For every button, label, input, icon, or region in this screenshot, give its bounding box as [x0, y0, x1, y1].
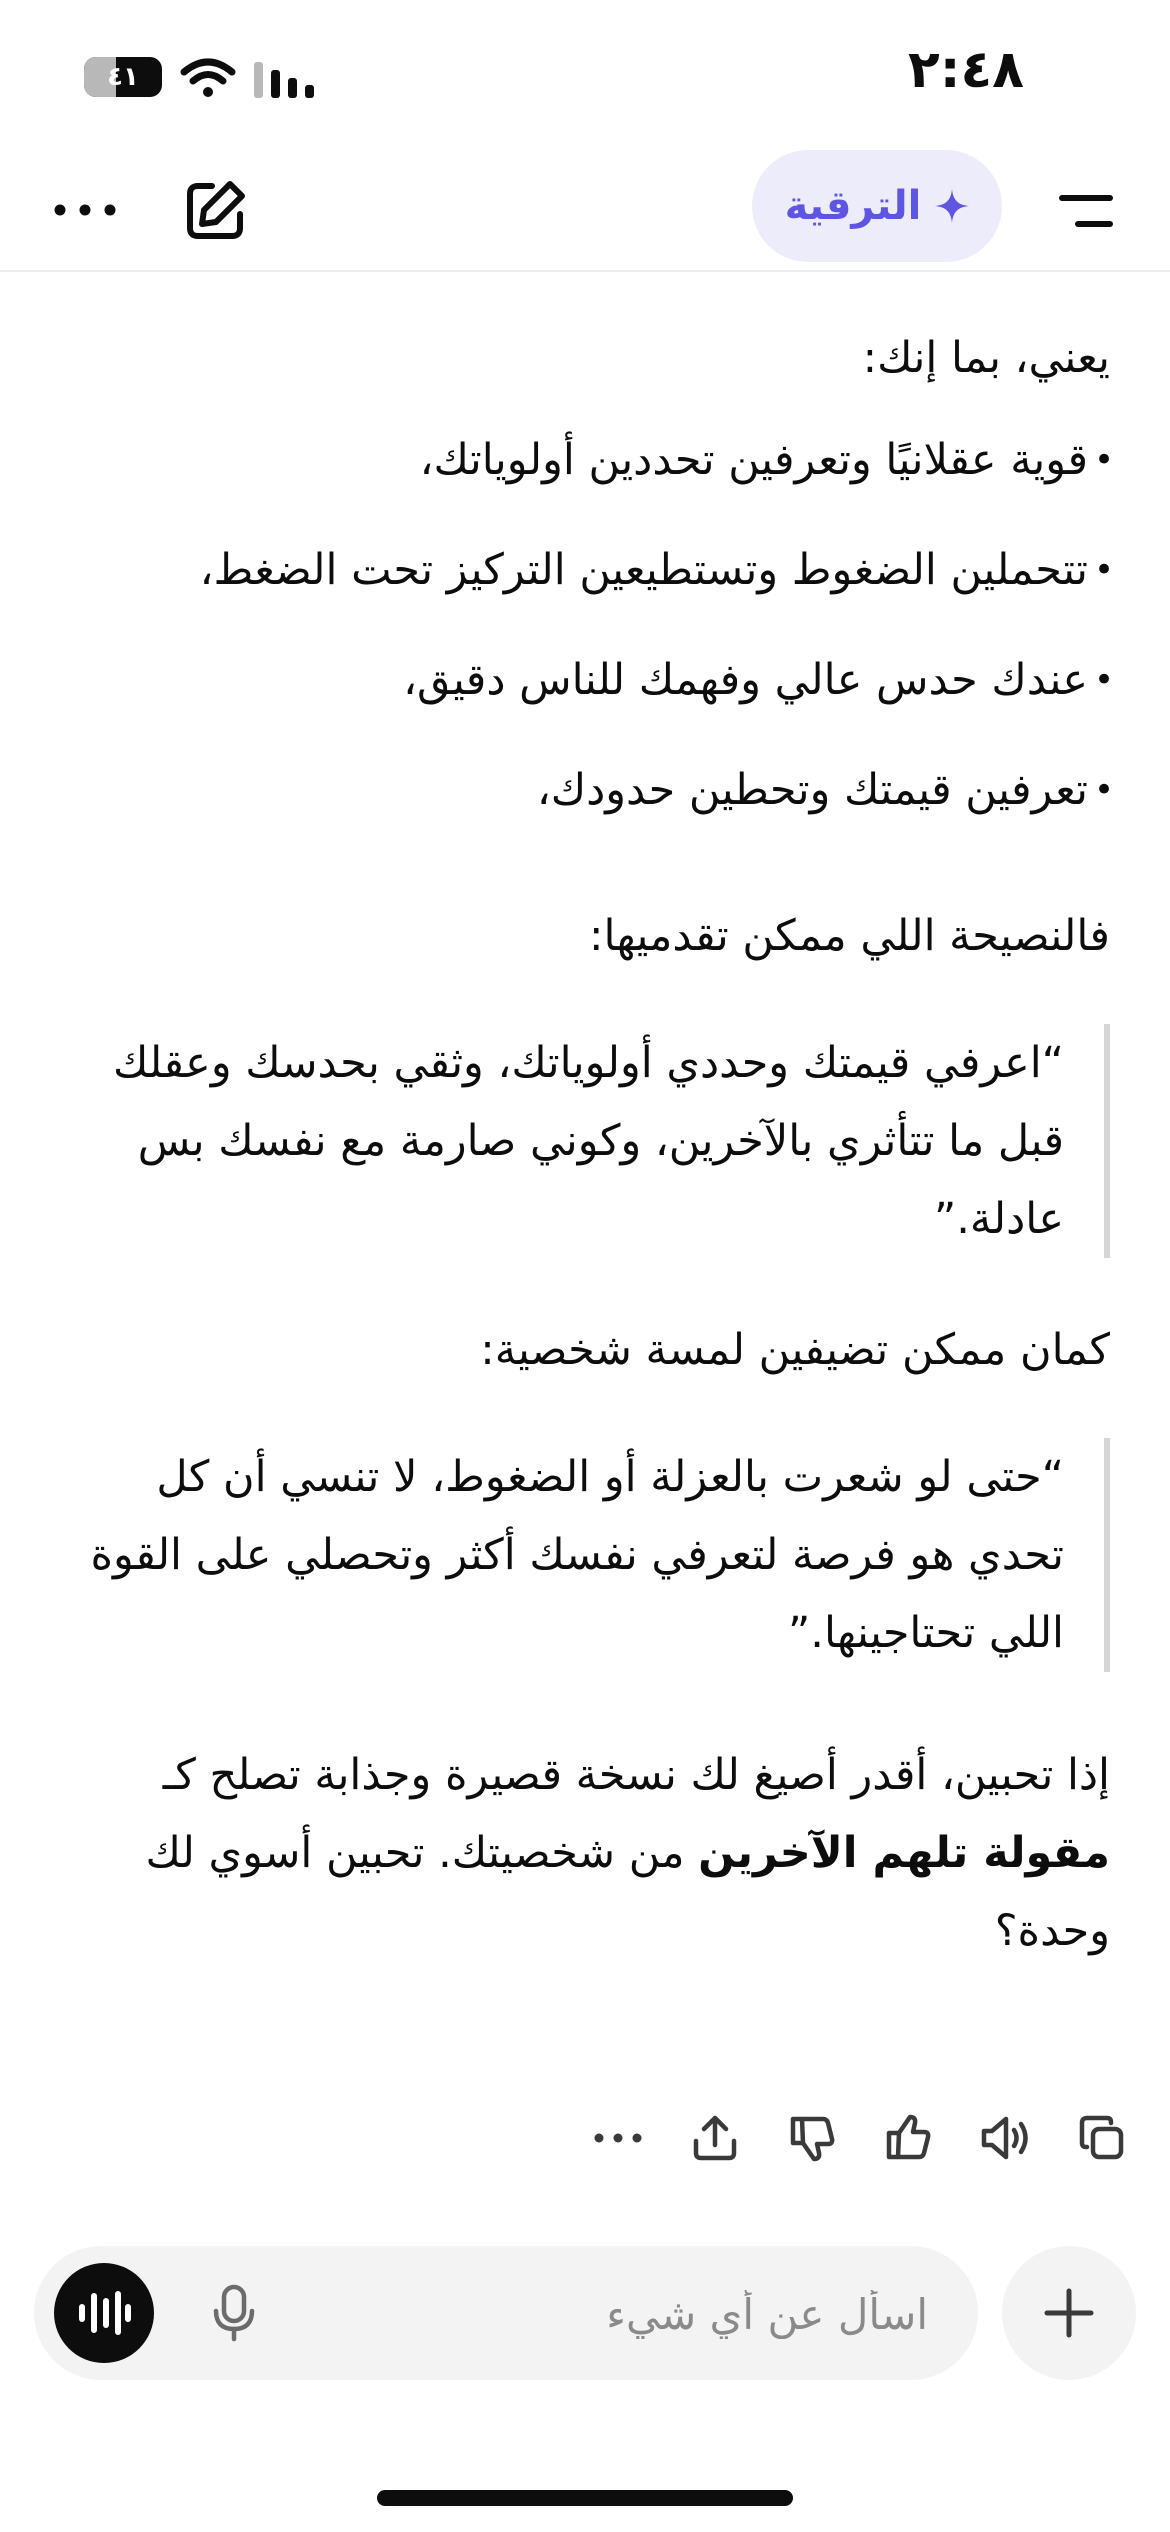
plus-icon	[1042, 2286, 1096, 2340]
list-item: • قوية عقلانيًا وتعرفين تحددين أولوياتك،	[84, 432, 1110, 488]
traits-list	[84, 432, 1110, 818]
read-aloud-button[interactable]	[977, 2110, 1033, 2166]
attach-button[interactable]	[1002, 2246, 1136, 2380]
cellular-signal-icon	[254, 58, 318, 98]
wifi-icon	[180, 58, 236, 98]
speaker-icon	[978, 2113, 1032, 2163]
sidebar-menu-button[interactable]	[1054, 190, 1114, 232]
thumbs-up-icon	[883, 2113, 933, 2163]
dictation-button[interactable]	[204, 2283, 264, 2343]
quote-block: “اعرفي قيمتك وحددي أولوياتك، وثقي بحدسك وعقلك قبل ما تتأثري بالآخرين، وكوني صارمة مع نفسك بس عادلة.”	[84, 1024, 1110, 1258]
closing-text-start: إذا تحبين، أقدر أصيغ لك نسخة قصيرة وجذابة تصلح كـ	[162, 1750, 1110, 1800]
more-options-button[interactable]	[50, 190, 120, 230]
battery-icon	[84, 57, 162, 97]
more-horizontal-icon	[50, 190, 120, 230]
app-header	[0, 150, 1170, 272]
more-horizontal-icon	[593, 2131, 643, 2145]
assistant-message	[84, 330, 1110, 1970]
list-item: • تعرفين قيمتك وتحطين حدودك،	[84, 762, 1110, 818]
advice-intro: فالنصيحة اللي ممكن تقدميها:	[588, 911, 1110, 961]
copy-icon	[1077, 2113, 1127, 2163]
edit-icon	[180, 176, 250, 246]
upgrade-label: الترقية	[784, 183, 922, 229]
battery-label: ٤١	[107, 62, 139, 92]
composer-bar	[34, 2246, 978, 2380]
microphone-icon	[204, 2283, 264, 2343]
list-item: • عندك حدس عالي وفهمك للناس دقيق،	[84, 652, 1110, 708]
like-button[interactable]	[880, 2110, 936, 2166]
dislike-button[interactable]	[784, 2110, 840, 2166]
add-touch-intro: كمان ممكن تضيفين لمسة شخصية:	[480, 1325, 1110, 1375]
new-chat-button[interactable]	[180, 176, 250, 246]
upgrade-button[interactable]	[752, 150, 1002, 262]
more-actions-button[interactable]	[590, 2110, 646, 2166]
home-indicator	[377, 2490, 793, 2506]
share-button[interactable]	[687, 2110, 743, 2166]
sparkle-icon	[935, 189, 969, 223]
list-item: • تتحملين الضغوط وتستطيعين التركيز تحت الضغط،	[84, 542, 1110, 598]
prompt-input[interactable]	[306, 2246, 930, 2382]
closing-bold-phrase: مقولة تلهم الآخرين	[698, 1828, 1110, 1878]
menu-icon	[1054, 190, 1114, 232]
closing-paragraph	[84, 1736, 1110, 1970]
voice-mode-button[interactable]	[54, 2263, 154, 2363]
thumbs-down-icon	[787, 2113, 837, 2163]
quote-block: “حتى لو شعرت بالعزلة أو الضغوط، لا تنسي أن كل تحدي هو فرصة لتعرفي نفسك أكثر وتحصلي على القوة اللي تحتاجينها.”	[84, 1438, 1110, 1672]
message-intro: يعني، بما إنك:	[862, 333, 1110, 383]
closing-text-end: من شخصيتك. تحبين أسوي لك وحدة؟	[145, 1828, 1110, 1956]
copy-button[interactable]	[1074, 2110, 1130, 2166]
status-bar	[0, 0, 1170, 150]
voice-waveform-icon	[77, 2290, 131, 2336]
message-actions	[590, 2110, 1130, 2166]
status-time: ٢:٤٨	[907, 40, 1024, 100]
share-icon	[690, 2113, 740, 2163]
